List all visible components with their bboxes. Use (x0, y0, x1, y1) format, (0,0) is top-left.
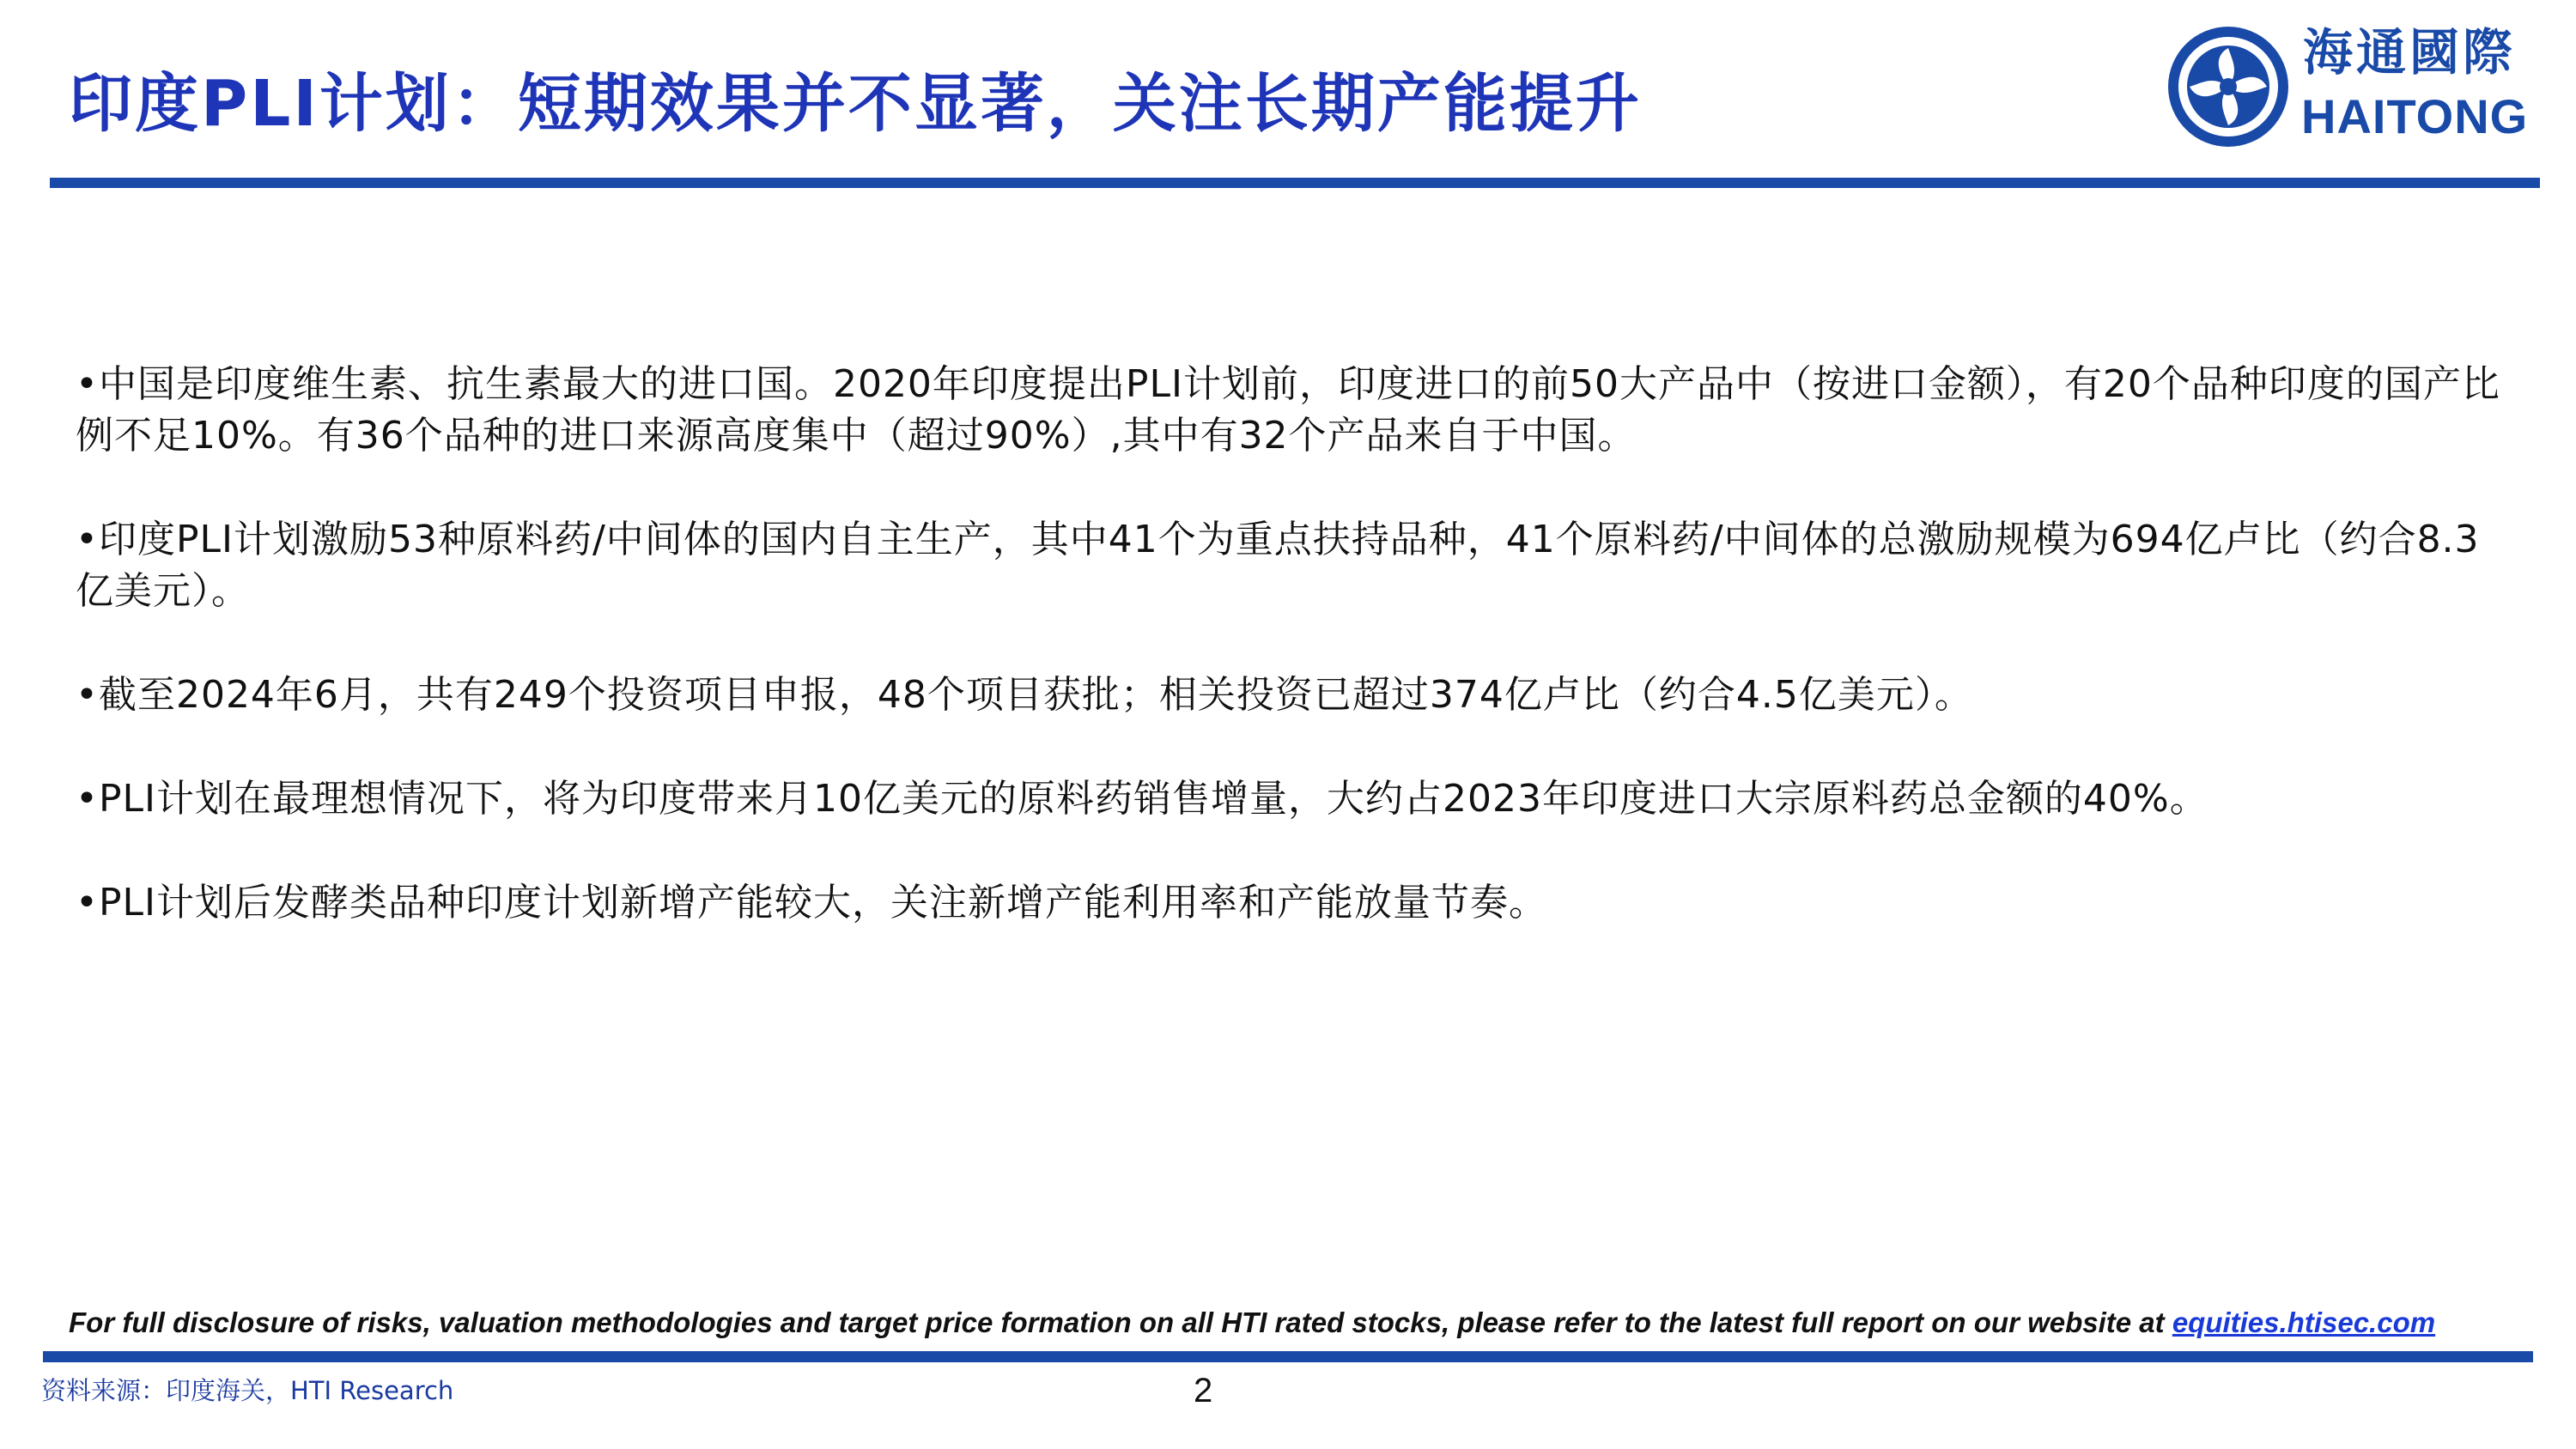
bullet-item: •PLI计划后发酵类品种印度计划新增产能较大，关注新增产能利用率和产能放量节奏。 (76, 881, 1547, 925)
haitong-logo (2164, 22, 2533, 151)
bullet-item: •印度PLI计划激励53种原料药/中间体的国内自主生产，其中41个为重点扶持品种，41个原料药/中间体的总激励规模为694亿卢比（约合8.3亿美元）。 (76, 518, 2480, 613)
logo-english-name: HAITONG (2301, 89, 2529, 143)
page-title: 印度PLI计划：短期效果并不显著，关注长期产能提升 (69, 67, 1642, 141)
page-number: 2 (1194, 1372, 1213, 1410)
bullet-list (76, 359, 2514, 981)
bullet-item: •PLI计划在最理想情况下，将为印度带来月10亿美元的原料药销售增量，大约占2023年印度进口大宗原料药总金额的40%。 (76, 777, 2208, 821)
disclosure-notice (69, 1307, 2435, 1339)
header-divider (50, 178, 2540, 188)
bullet-item: •中国是印度维生素、抗生素最大的进口国。2020年印度提出PLI计划前，印度进口的前50大产品中（按进口金额），有20个品种印度的国产比例不足10%。有36个品种的进口来源高度集中（超过90%）,其中有32个产品来自于中国。 (76, 362, 2500, 458)
footer-divider (43, 1351, 2533, 1362)
logo-chinese-name: 海通國際 (2303, 23, 2517, 82)
bullet-item: •截至2024年6月，共有249个投资项目申报，48个项目获批；相关投资已超过374亿卢比（约合4.5亿美元）。 (76, 673, 1973, 717)
disclosure-text: For full disclosure of risks, valuation methodologies and target price formation on all HTI rated stocks, please refer to the latest full report on our website at (69, 1307, 2172, 1338)
source-note: 资料来源：印度海关，HTI Research (41, 1376, 454, 1405)
website-link[interactable]: equities.htisec.com (2172, 1307, 2436, 1338)
haitong-logo-mark-icon (2164, 22, 2293, 151)
